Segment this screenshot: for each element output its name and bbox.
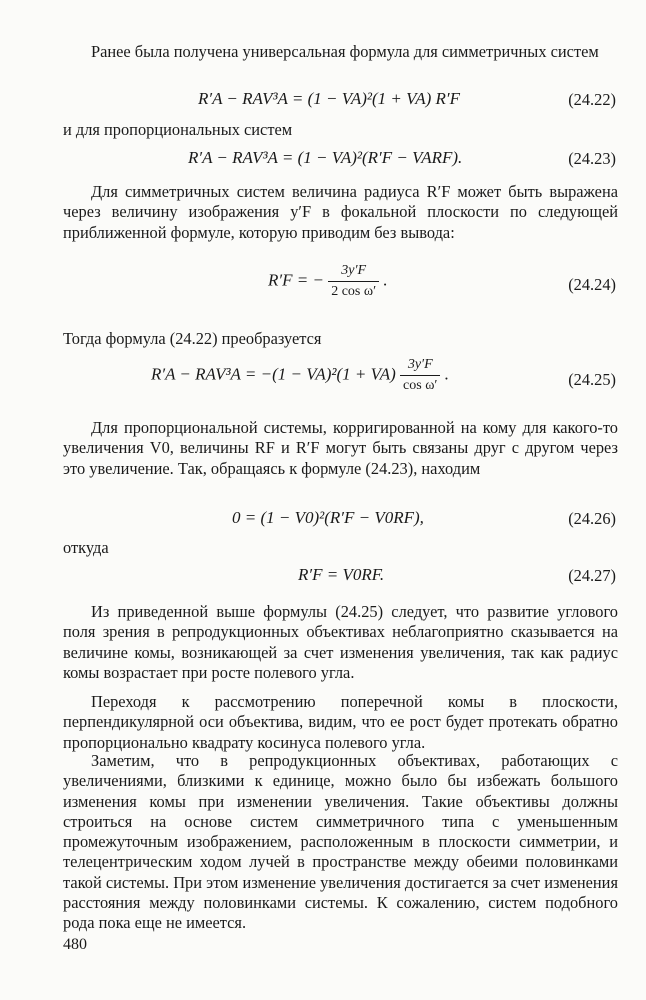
paragraph-radius-description: Для симметричных систем величина радиуса R′F может быть выражена через величину изображения y′F в фокальной плоскости по следующей приближенной формуле, которую приводим без вывода: [63, 182, 618, 242]
text-proportional-intro: и для пропорциональных систем [63, 120, 293, 139]
paragraph-transverse-coma: Переходя к рассмотрению поперечной комы в плоскости, перпендикулярной оси объектива, видим, что ее рост будет протекать обратно пропорционально квадрату косинуса полевого угла. [63, 692, 618, 752]
formula-24-24-end: . [383, 270, 388, 290]
formula-24-24 [268, 263, 388, 300]
formula-24-24-denominator: 2 cos ω′ [328, 281, 379, 300]
paragraph-proportional-system: Для пропорциональной системы, корригированной на кому для какого-то увеличения V0, величины RF и R′F могут быть связаны друг с другом через это увеличение. Так, обращаясь к формуле (24.23), находим [63, 418, 618, 478]
formula-24-25 [151, 357, 449, 394]
text-whence: откуда [63, 538, 109, 557]
equation-number-24-26: (24.26) [568, 509, 616, 528]
text-formula-transform: Тогда формула (24.22) преобразуется [63, 329, 322, 348]
formula-24-25-end: . [444, 364, 449, 384]
page-number: 480 [63, 936, 87, 953]
formula-24-24-fraction [328, 263, 379, 300]
equation-number-24-27: (24.27) [568, 566, 616, 585]
formula-24-25-denominator: cos ω′ [400, 375, 440, 394]
formula-24-22: R′A − RAV³A = (1 − VA)²(1 + VA) R′F [198, 89, 461, 108]
equation-number-24-24: (24.24) [568, 275, 616, 294]
formula-24-23: R′A − RAV³A = (1 − VA)²(R′F − VARF). [188, 148, 463, 167]
formula-24-25-fraction [400, 357, 440, 394]
equation-number-24-23: (24.23) [568, 149, 616, 168]
paragraph-reproduction-lenses: Заметим, что в репродукционных объективах, работающих с увеличениями, близкими к единице, можно было бы избежать большого изменения комы при изменении увеличения. Такие объективы должны строиться на основе систем симметричного типа с уменьшенным промежуточным изображением, расположенным в плоскости симметрии, и телецентрическим ходом лучей в пространстве между обеими половинками такой системы. При этом изменение увеличения достигается за счет изменения расстояния между половинками системы. К сожалению, систем подобного рода пока еще не имеется. [63, 751, 618, 933]
equation-number-24-22: (24.22) [568, 90, 616, 109]
paragraph-symmetric-intro: Ранее была получена универсальная формула для симметричных систем [91, 42, 599, 61]
formula-24-27: R′F = V0RF. [298, 565, 385, 584]
equation-number-24-25: (24.25) [568, 370, 616, 389]
formula-24-24-lhs: R′F = − [268, 270, 324, 290]
formula-24-25-numerator: 3y′F [407, 357, 433, 372]
formula-24-25-lhs: R′A − RAV³A = −(1 − VA)²(1 + VA) [151, 364, 396, 384]
paragraph-field-angle: Из приведенной выше формулы (24.25) следует, что развитие углового поля зрения в репродукционных объективах неблагоприятно сказывается на величине комы, возникающей за счет изменения увеличения, так как радиус комы возрастает при росте полевого угла. [63, 602, 618, 682]
formula-24-26: 0 = (1 − V0)²(R′F − V0RF), [232, 508, 424, 527]
formula-24-24-numerator: 3y′F [341, 263, 367, 278]
